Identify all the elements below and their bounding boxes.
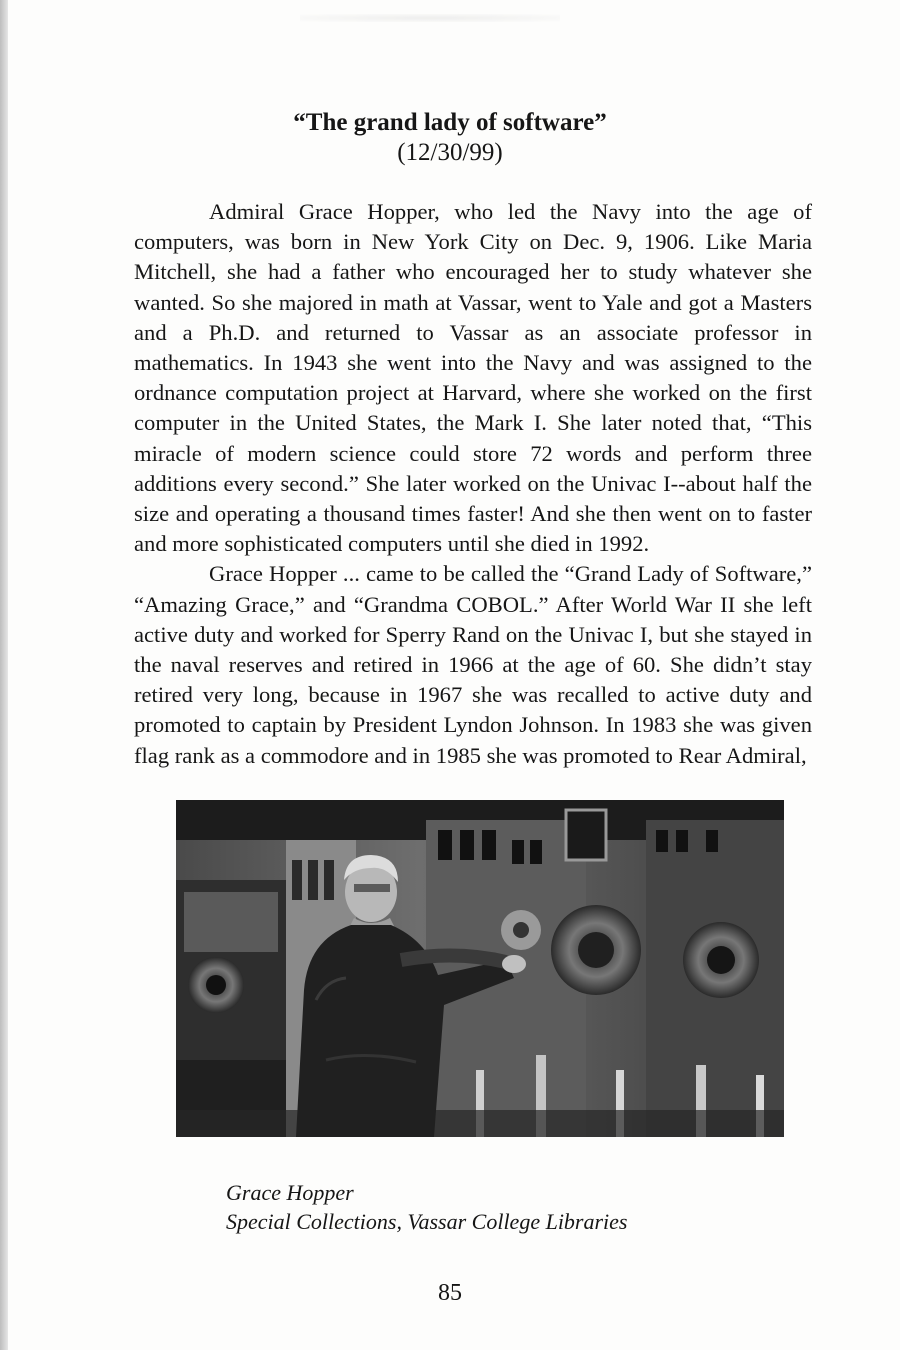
body-paragraph-2: Grace Hopper ... came to be called the “Grand Lady of Software,” “Amazing Grace,” and “Grandma COBOL.” After World War II she left active duty and worked for Sperry Rand on the Univac I, but she stayed in the naval reserves and retired in 1966 at the age of 60. She didn’t stay retired very long, because in 1967 she was recalled to active duty and promoted to captain by President Lyndon Johnson. In 1983 she was given flag rank as a commodore and in 1985 she was promoted to Rear Admiral,: [134, 561, 812, 768]
photo-caption: [226, 1178, 628, 1236]
photo-illustration: [176, 800, 784, 1137]
caption-subject: Grace Hopper: [226, 1180, 354, 1205]
article-date: (12/30/99): [397, 139, 503, 166]
scan-smudge: [300, 14, 560, 22]
grace-hopper-photo: [176, 800, 784, 1137]
scan-edge-shadow: [0, 0, 8, 1350]
article-title: “The grand lady of software”: [293, 109, 607, 136]
page-number: 85: [438, 1280, 462, 1306]
caption-credit: Special Collections, Vassar College Libraries: [226, 1209, 628, 1234]
body-paragraph-1: Admiral Grace Hopper, who led the Navy into the age of computers, was born in New York City on Dec. 9, 1906. Like Maria Mitchell, she had a father who encouraged her to study whatever she wanted. So she majored in math at Vassar, went to Yale and got a Masters and a Ph.D. and returned to Vassar as an associate professor in mathematics. In 1943 she went into the Navy and was assigned to the ordnance computation project at Harvard, where she worked on the first computer in the United States, the Mark I. She later noted that, “This miracle of modern science could store 72 words and perform three additions every second.” She later worked on the Univac I--about half the size and operating a thousand times faster! And she then went on to faster and more sophisticated computers until she died in 1992.: [134, 199, 812, 557]
article-body: [134, 197, 812, 771]
